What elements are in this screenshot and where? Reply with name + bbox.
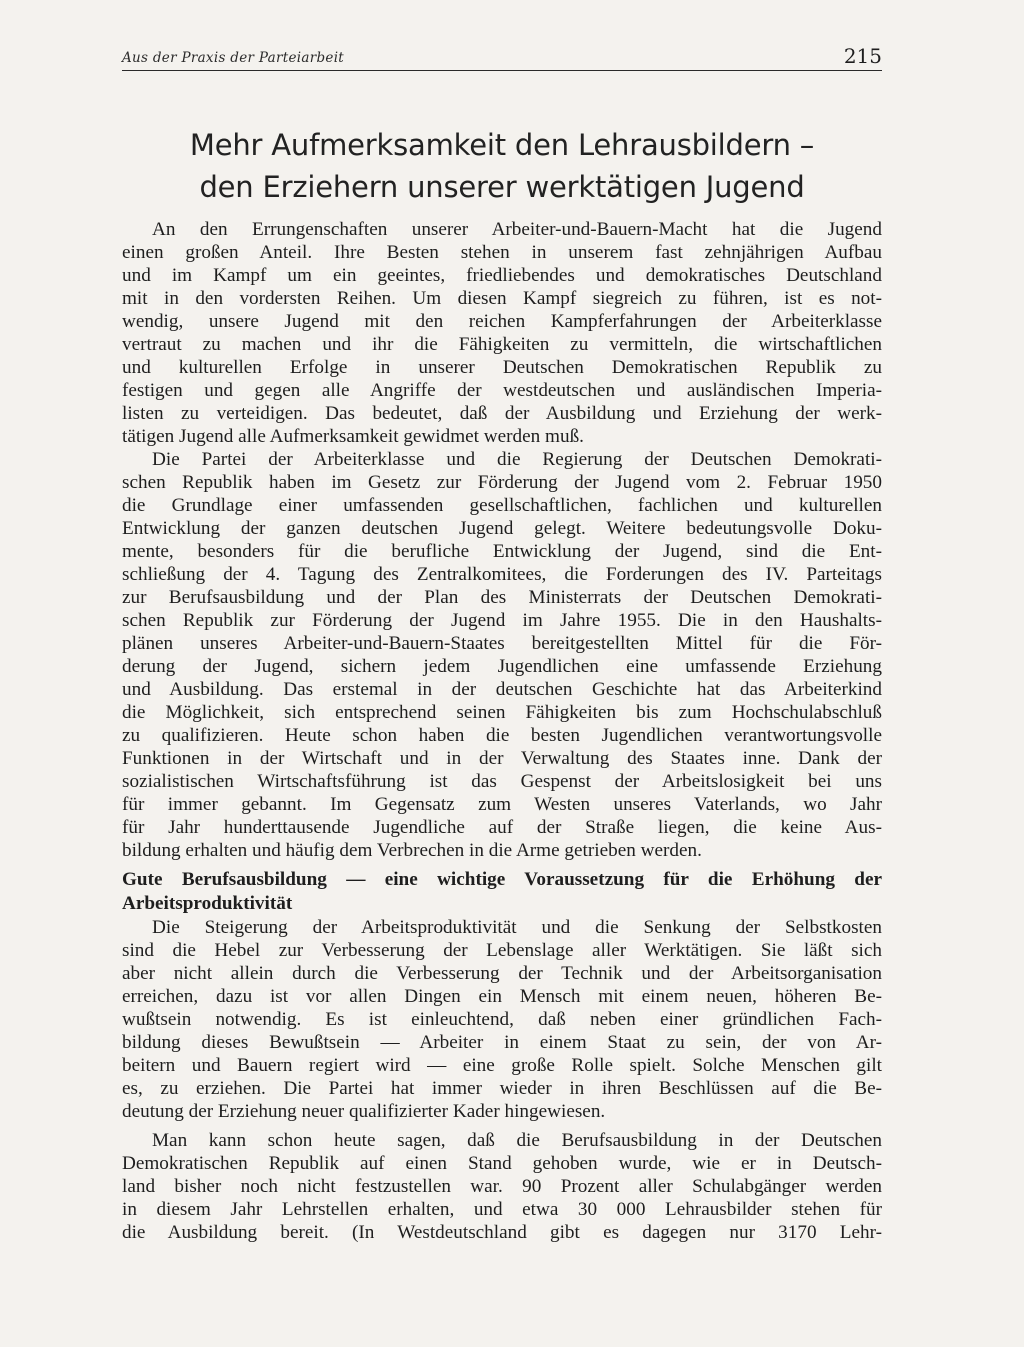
- text-line: derung der Jugend, sichern jedem Jugendlichen eine umfassende Erziehung: [122, 656, 882, 677]
- text-line: aber nicht allein durch die Verbesserung der Technik und der Arbeitsorganisation: [122, 963, 882, 984]
- text-line: Funktionen in der Wirtschaft und in der Verwaltung des Staates inne. Dank der: [122, 748, 882, 769]
- page-number: 215: [843, 44, 882, 68]
- section-heading: [122, 868, 882, 916]
- section-heading-line-2: Arbeitsproduktivität: [122, 893, 293, 914]
- text-line: sozialistischen Wirtschaftsführung ist das Gespenst der Arbeitslosigkeit bei uns: [122, 771, 882, 792]
- text-line: Die Partei der Arbeiterklasse und die Regierung der Deutschen Demokrati-: [152, 449, 882, 470]
- article-title: [122, 124, 882, 208]
- text-line: plänen unseres Arbeiter-und-Bauern-Staates bereitgestellten Mittel für die För-: [122, 633, 882, 654]
- text-line: deutung der Erziehung neuer qualifizierter Kader hingewiesen.: [122, 1101, 606, 1122]
- text-line: die Ausbildung bereit. (In Westdeutschland gibt es dagegen nur 3170 Lehr-: [122, 1222, 882, 1243]
- text-line: für Jahr hunderttausende Jugendliche auf der Straße liegen, die keine Aus-: [122, 817, 882, 838]
- text-line: und kulturellen Erfolge in unserer Deutschen Demokratischen Republik zu: [122, 357, 882, 378]
- text-line: Demokratischen Republik auf einen Stand gehoben wurde, wie er in Deutsch-: [122, 1153, 882, 1174]
- paragraph-3: [122, 916, 882, 1123]
- text-line: bildung erhalten und häufig dem Verbrechen in die Arme getrieben werden.: [122, 840, 702, 861]
- text-line: für immer gebannt. Im Gegensatz zum Westen unseres Vaterlands, wo Jahr: [122, 794, 882, 815]
- text-line: die Grundlage einer umfassenden gesellschaftlichen, fachlichen und kulturellen: [122, 495, 882, 516]
- text-line: listen zu verteidigen. Das bedeutet, daß der Ausbildung und Erziehung der werk-: [122, 403, 882, 424]
- text-line: An den Errungenschaften unserer Arbeiter-und-Bauern-Macht hat die Jugend: [152, 219, 882, 240]
- text-line: es, zu erziehen. Die Partei hat immer wieder in ihren Beschlüssen auf die Be-: [122, 1078, 882, 1099]
- text-line: und Ausbildung. Das erstemal in der deutschen Geschichte hat das Arbeiterkind: [122, 679, 882, 700]
- running-head-section: Aus der Praxis der Parteiarbeit: [122, 50, 345, 66]
- text-line: vertraut zu machen und ihr die Fähigkeiten zu vermitteln, die wirtschaftlichen: [122, 334, 882, 355]
- section-heading-line-1: Gute Berufsausbildung — eine wichtige Voraussetzung für die Erhöhung der: [122, 869, 882, 890]
- text-line: beitern und Bauern regiert wird — eine große Rolle spielt. Solche Menschen gilt: [122, 1055, 882, 1076]
- article-body: [122, 218, 882, 1244]
- text-line: einen großen Anteil. Ihre Besten stehen in unserem fast zehnjährigen Aufbau: [122, 242, 882, 263]
- text-line: und im Kampf um ein geeintes, friedliebendes und demokratisches Deutschland: [122, 265, 882, 286]
- article-title-line-1: Mehr Aufmerksamkeit den Lehrausbildern –: [189, 128, 815, 162]
- text-line: erreichen, dazu ist vor allen Dingen ein Mensch mit einem neuen, höheren Be-: [122, 986, 882, 1007]
- text-line: mit in den vordersten Reihen. Um diesen Kampf siegreich zu führen, ist es not-: [122, 288, 882, 309]
- text-line: sind die Hebel zur Verbesserung der Lebenslage aller Werktätigen. Sie läßt sich: [122, 940, 882, 961]
- text-line: schen Republik haben im Gesetz zur Förderung der Jugend vom 2. Februar 1950: [122, 472, 882, 493]
- paragraph-4: [122, 1129, 882, 1244]
- text-line: schen Republik zur Förderung der Jugend im Jahre 1955. Die in den Haushalts-: [122, 610, 882, 631]
- text-line: Die Steigerung der Arbeitsproduktivität und die Senkung der Selbstkosten: [152, 917, 882, 938]
- text-line: wendig, unsere Jugend mit den reichen Kampferfahrungen der Arbeiterklasse: [122, 311, 882, 332]
- text-line: Entwicklung der ganzen deutschen Jugend gelegt. Weitere bedeutungsvolle Doku-: [122, 518, 882, 539]
- running-head: [122, 44, 882, 71]
- article-title-line-2: den Erziehern unserer werktätigen Jugend: [199, 170, 805, 204]
- text-line: festigen und gegen alle Angriffe der westdeutschen und ausländischen Imperia-: [122, 380, 882, 401]
- text-line: wußtsein notwendig. Es ist einleuchtend, daß neben einer gründlichen Fach-: [122, 1009, 882, 1030]
- text-line: land bisher noch nicht festzustellen war. 90 Prozent aller Schulabgänger werden: [122, 1176, 882, 1197]
- text-line: zur Berufsausbildung und der Plan des Ministerrats der Deutschen Demokrati-: [122, 587, 882, 608]
- text-line: tätigen Jugend alle Aufmerksamkeit gewidmet werden muß.: [122, 426, 584, 447]
- text-line: bildung dieses Bewußtsein — Arbeiter in einem Staat zu sein, der von Ar-: [122, 1032, 882, 1053]
- paragraph-2: [122, 448, 882, 862]
- text-line: Man kann schon heute sagen, daß die Berufsausbildung in der Deutschen: [152, 1130, 882, 1151]
- text-line: mente, besonders für die berufliche Entwicklung der Jugend, sind die Ent-: [122, 541, 882, 562]
- paragraph-1: [122, 218, 882, 448]
- text-line: schließung der 4. Tagung des Zentralkomitees, die Forderungen des IV. Parteitags: [122, 564, 882, 585]
- text-line: in diesem Jahr Lehrstellen erhalten, und etwa 30 000 Lehrausbilder stehen für: [122, 1199, 882, 1220]
- text-line: zu qualifizieren. Heute schon haben die besten Jugendlichen verantwortungsvolle: [122, 725, 882, 746]
- text-line: die Möglichkeit, sich entsprechend seinen Fähigkeiten bis zum Hochschulabschluß: [122, 702, 882, 723]
